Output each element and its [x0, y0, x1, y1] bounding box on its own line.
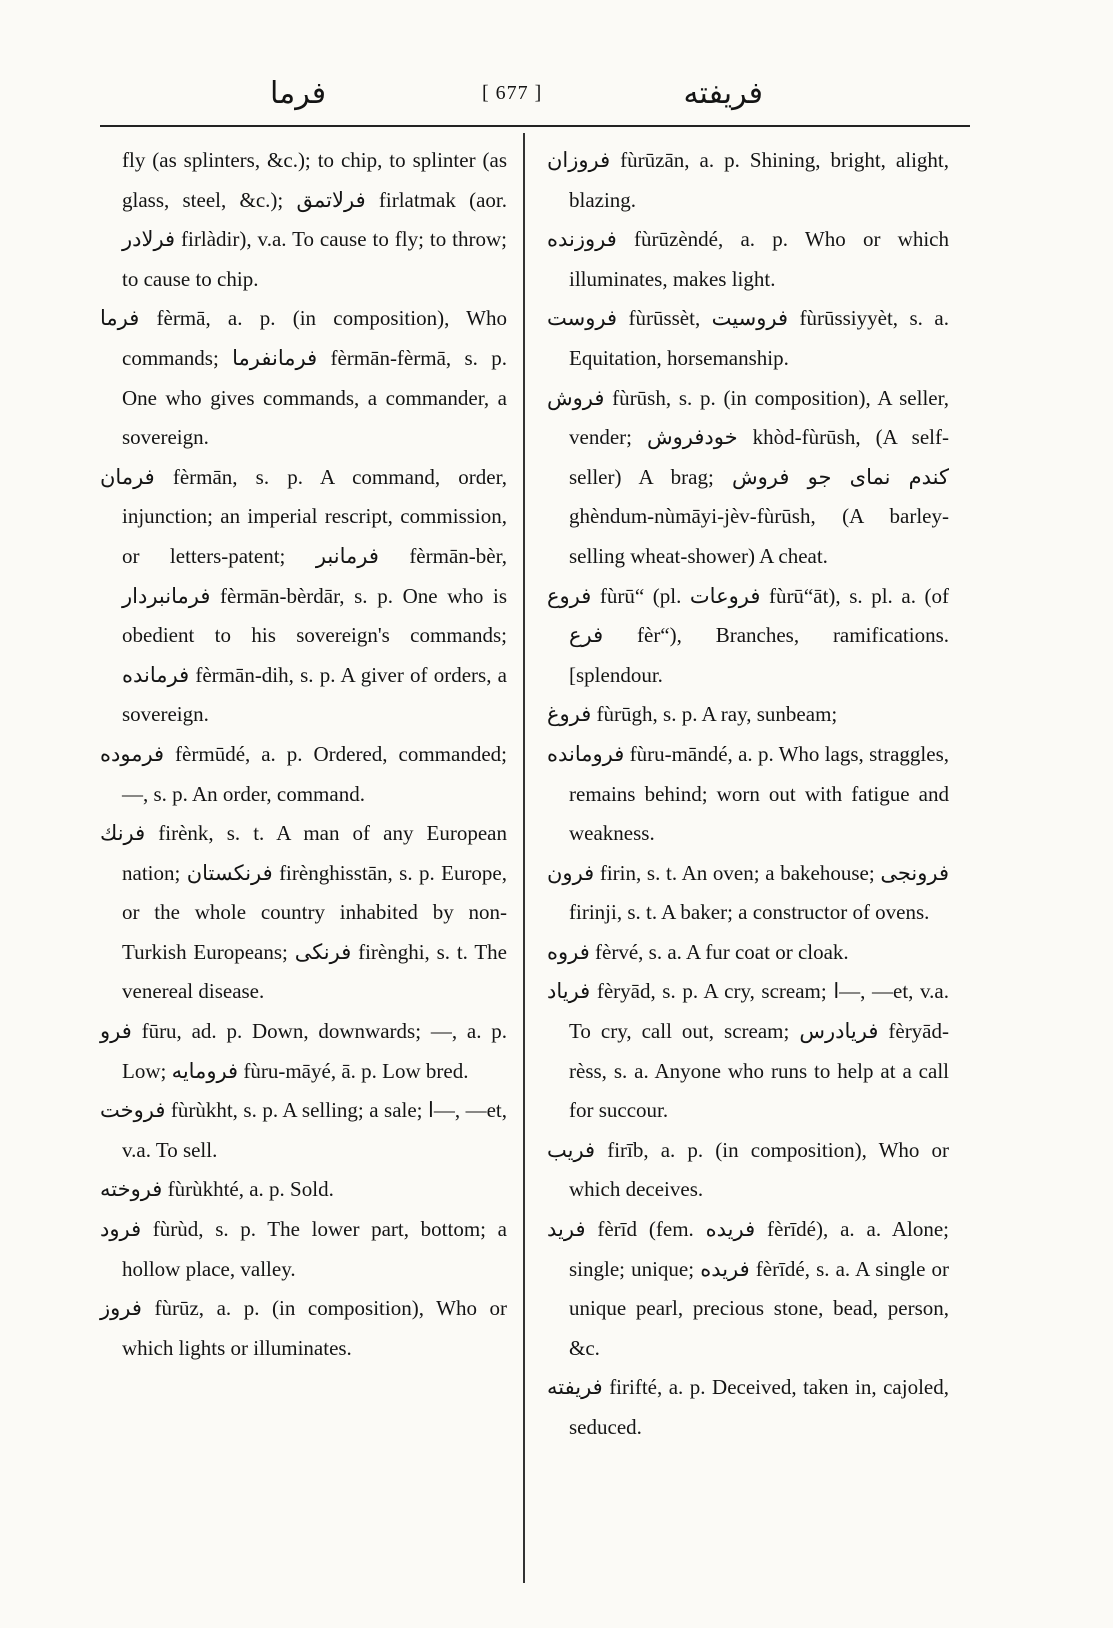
dictionary-entry: فروع fùrū“ (pl. فروعات fùrū“āt), s. pl. a. (of فرع fèr“), Branches, ramifications. [splendour. [547, 583, 949, 687]
header-rule [100, 125, 970, 127]
page-header [100, 76, 973, 122]
right-running-headword: فریفته [683, 76, 763, 111]
dictionary-entry: فروه fèrvé, s. a. A fur coat or cloak. [547, 939, 849, 964]
dictionary-entry: فروغ fùrūgh, s. p. A ray, sunbeam; [547, 702, 838, 727]
right-column [547, 141, 949, 1448]
column-divider [523, 133, 525, 1583]
dictionary-entry: فروزان fùrūzān, a. p. Shining, bright, alight, blazing. [547, 148, 949, 212]
dictionary-entry: fly (as splinters, &c.); to chip, to splinter (as glass, steel, &c.); فرلاتمق firlatmak (aor. فرلادر firlàdir), v.a. To cause to fly; to throw; to cause to chip. [122, 148, 507, 291]
dictionary-entry: فرید fèrīd (fem. فریده fèrīdé), a. a. Alone; single; unique; فریده fèrīdé, s. a. A single or unique pearl, precious stone, bead, person, &c. [547, 1217, 949, 1360]
page-number: [ 677 ] [482, 82, 543, 104]
left-running-headword: فرما [270, 76, 327, 111]
dictionary-entry: فروخت fùrùkht, s. p. A selling; a sale; ا—, —et, v.a. To sell. [100, 1098, 508, 1162]
dictionary-entry: فریب firīb, a. p. (in composition), Who or which deceives. [547, 1137, 949, 1202]
dictionary-entry: فروخته fùrùkhté, a. p. Sold. [100, 1177, 334, 1202]
dictionary-entry: فروست fùrūssèt, فروسیت fùrūssiyyèt, s. a. Equitation, horsemanship. [547, 306, 949, 370]
dictionary-entry: فرو fūru, ad. p. Down, downwards; —, a. p. Low; فرومایه fùru-māyé, ā. p. Low bred. [100, 1019, 507, 1083]
dictionary-entry: فرموده fèrmūdé, a. p. Ordered, commanded; —, s. p. An order, command. [100, 741, 507, 806]
dictionary-entry: فرمان fèrmān, s. p. A command, order, injunction; an imperial rescript, commission, or letters-patent; فرمانبر fèrmān-bèr, فرمانبردار fèrmān-bèrdār, s. p. One who is obedient to his sovereign's commands; فرمانده fèrmān-dih, s. p. A giver of orders, a sovereign. [100, 464, 507, 727]
dictionary-entry: فرما fèrmā, a. p. (in composition), Who commands; فرمانفرما fèrmān-fèrmā, s. p. One who gives commands, a commander, a sovereign. [100, 306, 507, 450]
dictionary-entry: فرود fùrùd, s. p. The lower part, bottom; a hollow place, valley. [100, 1217, 507, 1281]
dictionary-entry: فرنك firènk, s. t. A man of any European nation; فرنكستان firènghisstān, s. p. Europe, or the whole country inhabited by non-Turkish Europeans; فرنكی firènghi, s. t. The venereal disease. [100, 821, 508, 1004]
dictionary-entry: فریاد fèryād, s. p. A cry, scream; ا—, —et, v.a. To cry, call out, scream; فریادرس fèryād-rèss, s. a. Anyone who runs to help at a call for succour. [547, 979, 949, 1123]
dictionary-entry: فرون firin, s. t. An oven; a bakehouse; فرونجی firinji, s. t. A baker; a constructor of ovens. [547, 860, 949, 925]
dictionary-entry: فروش fùrūsh, s. p. (in composition), A seller, vender; خودفروش khòd-fùrūsh, (A self-seller) A brag; كندم نمای جو فروش ghèndum-nùmāyi-jèv-fùrūsh, (A barley-selling wheat-shower) A cheat. [547, 385, 949, 568]
dictionary-entry: فرومانده fùru-māndé, a. p. Who lags, straggles, remains behind; worn out with fatigue and weakness. [547, 741, 949, 846]
left-column [100, 141, 507, 1368]
dictionary-entry: فروزنده fùrūzèndé, a. p. Who or which illuminates, makes light. [547, 227, 949, 291]
dictionary-entry: فروز fùrūz, a. p. (in composition), Who or which lights or illuminates. [100, 1296, 507, 1360]
dictionary-entry: فریفته firifté, a. p. Deceived, taken in, cajoled, seduced. [547, 1375, 949, 1439]
